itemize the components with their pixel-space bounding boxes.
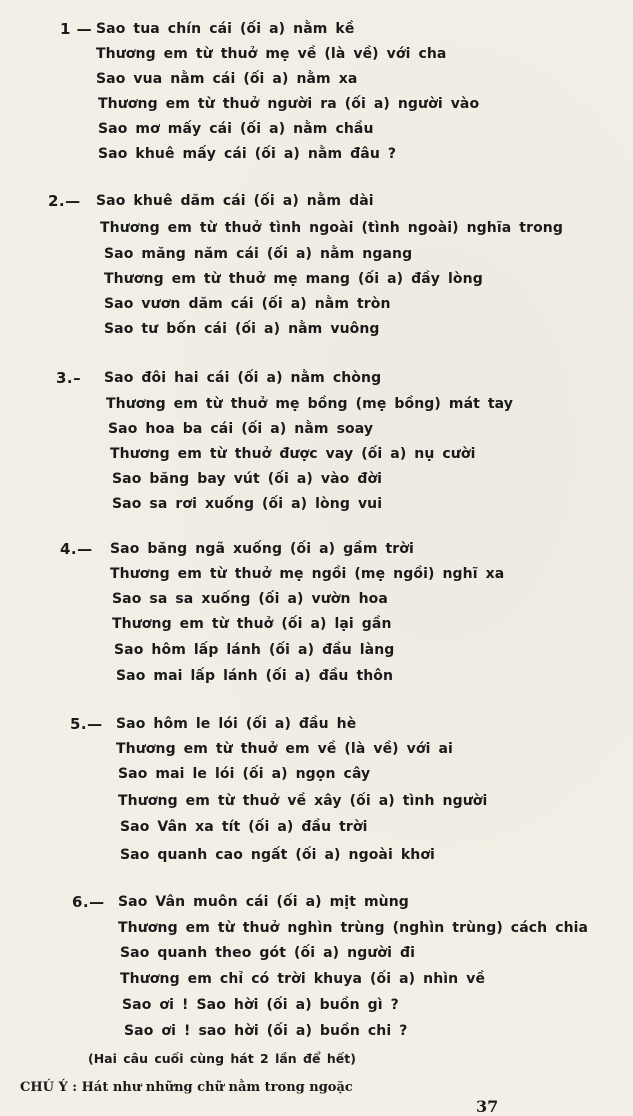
verse-line: Thương em từ thuở mẹ về (là về) với cha: [96, 46, 447, 62]
verse-line: Thương em từ thuở người ra (ối a) người vào: [98, 96, 480, 112]
verse-line: Sao quanh cao ngất (ối a) ngoài khơi: [120, 847, 435, 863]
verse-line: Sao tua chín cái (ối a) nằm kề: [96, 21, 355, 37]
verse-line: Sao ơi ! Sao hời (ối a) buồn gì ?: [122, 997, 399, 1013]
verse-line: Thương em từ thuở nghìn trùng (nghìn trùng) cách chia: [118, 920, 589, 936]
verse-line: Sao băng ngã xuống (ối a) gầm trời: [110, 541, 414, 557]
verse-number: 4.—: [60, 540, 93, 558]
verse-number: 3.–: [56, 369, 82, 387]
verse-line: Sao hoa ba cái (ối a) nằm soay: [108, 421, 374, 437]
page-number: 37: [476, 1097, 499, 1116]
verse-line: Sao tư bốn cái (ối a) nằm vuông: [104, 321, 380, 337]
chu-y-note: CHÚ Ý : Hát như những chữ nằm trong ngoặc: [20, 1080, 353, 1095]
verse-number: 6.—: [72, 893, 105, 911]
verse-line: Thương em từ thuở mẹ bồng (mẹ bồng) mát tay: [106, 396, 514, 412]
verse-line: Sao sa rơi xuống (ối a) lòng vui: [112, 496, 383, 512]
verse-line: Sao vua nằm cái (ối a) nằm xa: [96, 71, 358, 87]
verse-line: Sao đôi hai cái (ối a) nằm chòng: [104, 370, 382, 386]
verse-line: Sao Vân xa tít (ối a) đầu trời: [120, 819, 368, 835]
verse-line: Sao mơ mấy cái (ối a) nằm chầu: [98, 121, 374, 137]
verse-number: 1 —: [60, 20, 93, 38]
verse-line: Sao mai le lói (ối a) ngọn cây: [118, 766, 371, 782]
verse-line: Sao sa sa xuống (ối a) vườn hoa: [112, 591, 388, 607]
verse-line: Thương em từ thuở (ối a) lại gần: [112, 616, 392, 632]
verse-number: 2.—: [48, 192, 81, 210]
verse-line: Sao măng năm cái (ối a) nằm ngang: [104, 246, 413, 262]
verse-line: Sao Vân muôn cái (ối a) mịt mùng: [118, 894, 409, 910]
verse-line: Sao quanh theo gót (ối a) người đi: [120, 945, 415, 961]
repeat-note: (Hai câu cuối cùng hát 2 lần để hết): [88, 1051, 356, 1066]
verse-line: Thương em từ thuở em về (là về) với ai: [116, 741, 453, 757]
verse-line: Thương em từ thuở về xây (ối a) tình người: [118, 793, 488, 809]
verse-line: Sao mai lấp lánh (ối a) đầu thôn: [116, 668, 394, 684]
verse-line: Sao ơi ! sao hời (ối a) buồn chi ?: [124, 1023, 408, 1039]
verse-line: Sao hôm lấp lánh (ối a) đầu làng: [114, 642, 395, 658]
verse-line: Thương em từ thuở tình ngoài (tình ngoài) nghĩa trong: [100, 220, 563, 236]
verse-line: Thương em từ thuở mẹ ngồi (mẹ ngồi) nghĩ xa: [110, 566, 505, 582]
verse-line: Sao băng bay vút (ối a) vào đời: [112, 471, 383, 487]
verse-number: 5.—: [70, 715, 103, 733]
verse-line: Sao khuê dăm cái (ối a) nằm dài: [96, 193, 374, 209]
verse-line: Sao vươn dăm cái (ối a) nằm tròn: [104, 296, 391, 312]
verse-line: Thương em từ thuở được vay (ối a) nụ cười: [110, 446, 476, 462]
verse-line: Thương em chỉ có trời khuya (ối a) nhìn về: [120, 971, 486, 987]
verse-line: Sao khuê mấy cái (ối a) nằm đâu ?: [98, 146, 397, 162]
verse-line: Sao hôm le lói (ối a) đầu hè: [116, 716, 357, 732]
verse-line: Thương em từ thuở mẹ mang (ối a) đầy lòng: [104, 271, 483, 287]
